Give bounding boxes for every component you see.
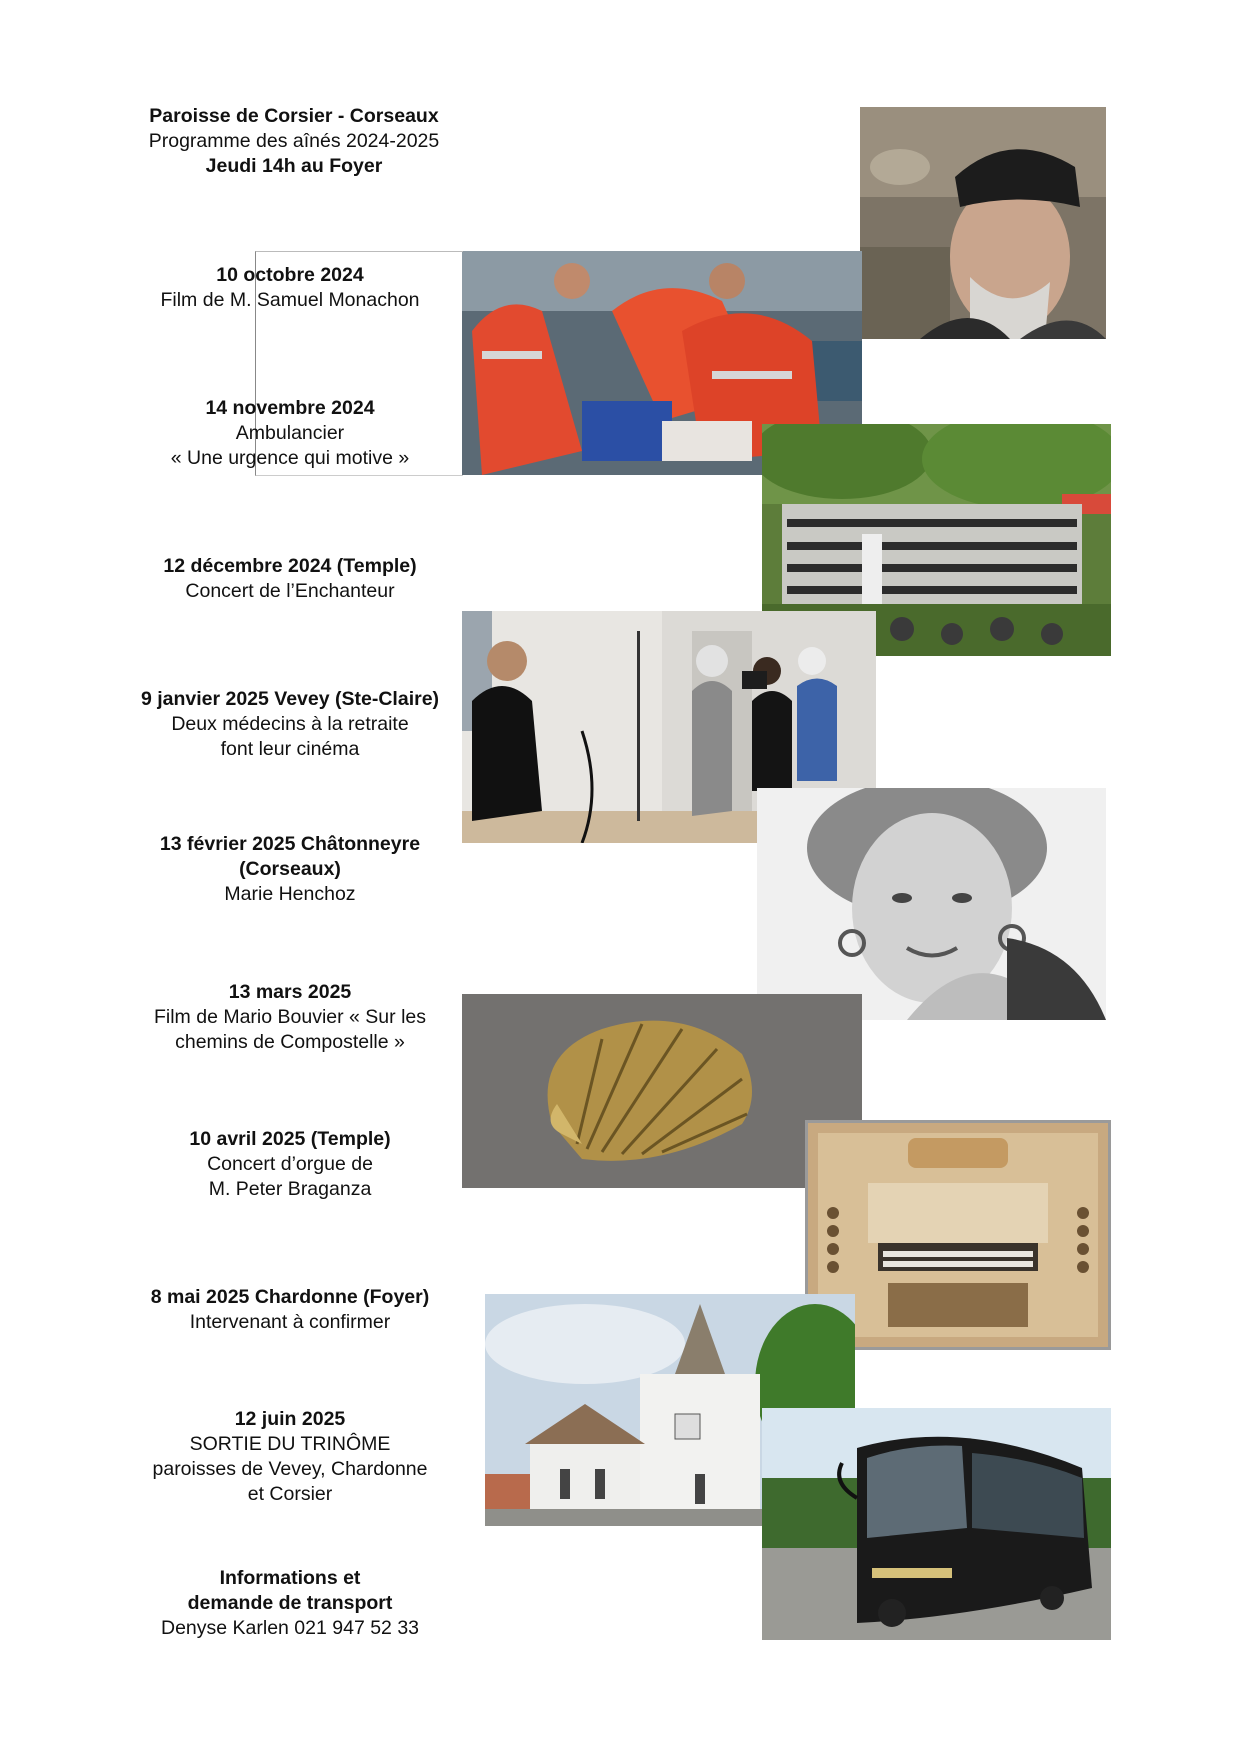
event-date: 13 février 2025 Châtonneyre (159, 833, 421, 855)
event-7 (100, 1127, 480, 1202)
event-line: Film de M. Samuel Monachon (160, 289, 420, 311)
woman-portrait-photo (757, 788, 1106, 1020)
old-man-cap-photo (860, 107, 1106, 339)
event-line: « Une urgence qui motive » (170, 447, 410, 469)
scallop-shell-photo (462, 994, 862, 1188)
event-3 (100, 554, 480, 604)
event-2 (100, 396, 480, 471)
event-line: Film de Mario Bouvier « Sur les (153, 1006, 426, 1028)
parish-title: Paroisse de Corsier - Corseaux (149, 105, 439, 127)
event-9 (100, 1407, 480, 1507)
meeting-schedule: Jeudi 14h au Foyer (205, 155, 383, 177)
info-heading: Informations et (219, 1567, 361, 1589)
event-line: Deux médecins à la retraite (171, 713, 409, 735)
program-subtitle: Programme des aînés 2024-2025 (148, 130, 440, 152)
event-line: M. Peter Braganza (208, 1178, 372, 1200)
event-date: 10 octobre 2024 (216, 264, 364, 286)
event-line: chemins de Compostelle » (175, 1031, 405, 1053)
coach-bus-photo (762, 1408, 1111, 1640)
event-line: Marie Henchoz (224, 883, 356, 905)
event-date: 9 janvier 2025 Vevey (Ste-Claire) (140, 688, 440, 710)
event-4 (100, 687, 480, 762)
event-1 (100, 263, 480, 313)
event-date: 12 décembre 2024 (Temple) (163, 555, 417, 577)
event-date: 12 juin 2025 (234, 1408, 346, 1430)
event-8 (100, 1285, 480, 1335)
event-date-location: (Corseaux) (239, 858, 341, 880)
event-line: paroisses de Vevey, Chardonne (152, 1458, 428, 1480)
transport-heading: demande de transport (187, 1592, 393, 1614)
event-5 (100, 832, 480, 907)
event-line: SORTIE DU TRINÔME (189, 1433, 391, 1455)
event-line: Ambulancier (235, 422, 345, 444)
event-date: 10 avril 2025 (Temple) (189, 1128, 391, 1150)
event-6 (100, 980, 480, 1055)
event-date: 14 novembre 2024 (205, 397, 375, 419)
contact-phone: Denyse Karlen 021 947 52 33 (160, 1617, 420, 1639)
contact-info (100, 1566, 480, 1641)
event-date: 8 mai 2025 Chardonne (Foyer) (150, 1286, 430, 1308)
event-line: Intervenant à confirmer (189, 1311, 391, 1333)
event-line: Concert d’orgue de (207, 1153, 373, 1175)
page-header (104, 104, 484, 179)
event-line: font leur cinéma (220, 738, 360, 760)
event-date: 13 mars 2025 (228, 981, 352, 1003)
event-line: Concert de l’Enchanteur (185, 580, 395, 602)
event-line: et Corsier (247, 1483, 333, 1505)
